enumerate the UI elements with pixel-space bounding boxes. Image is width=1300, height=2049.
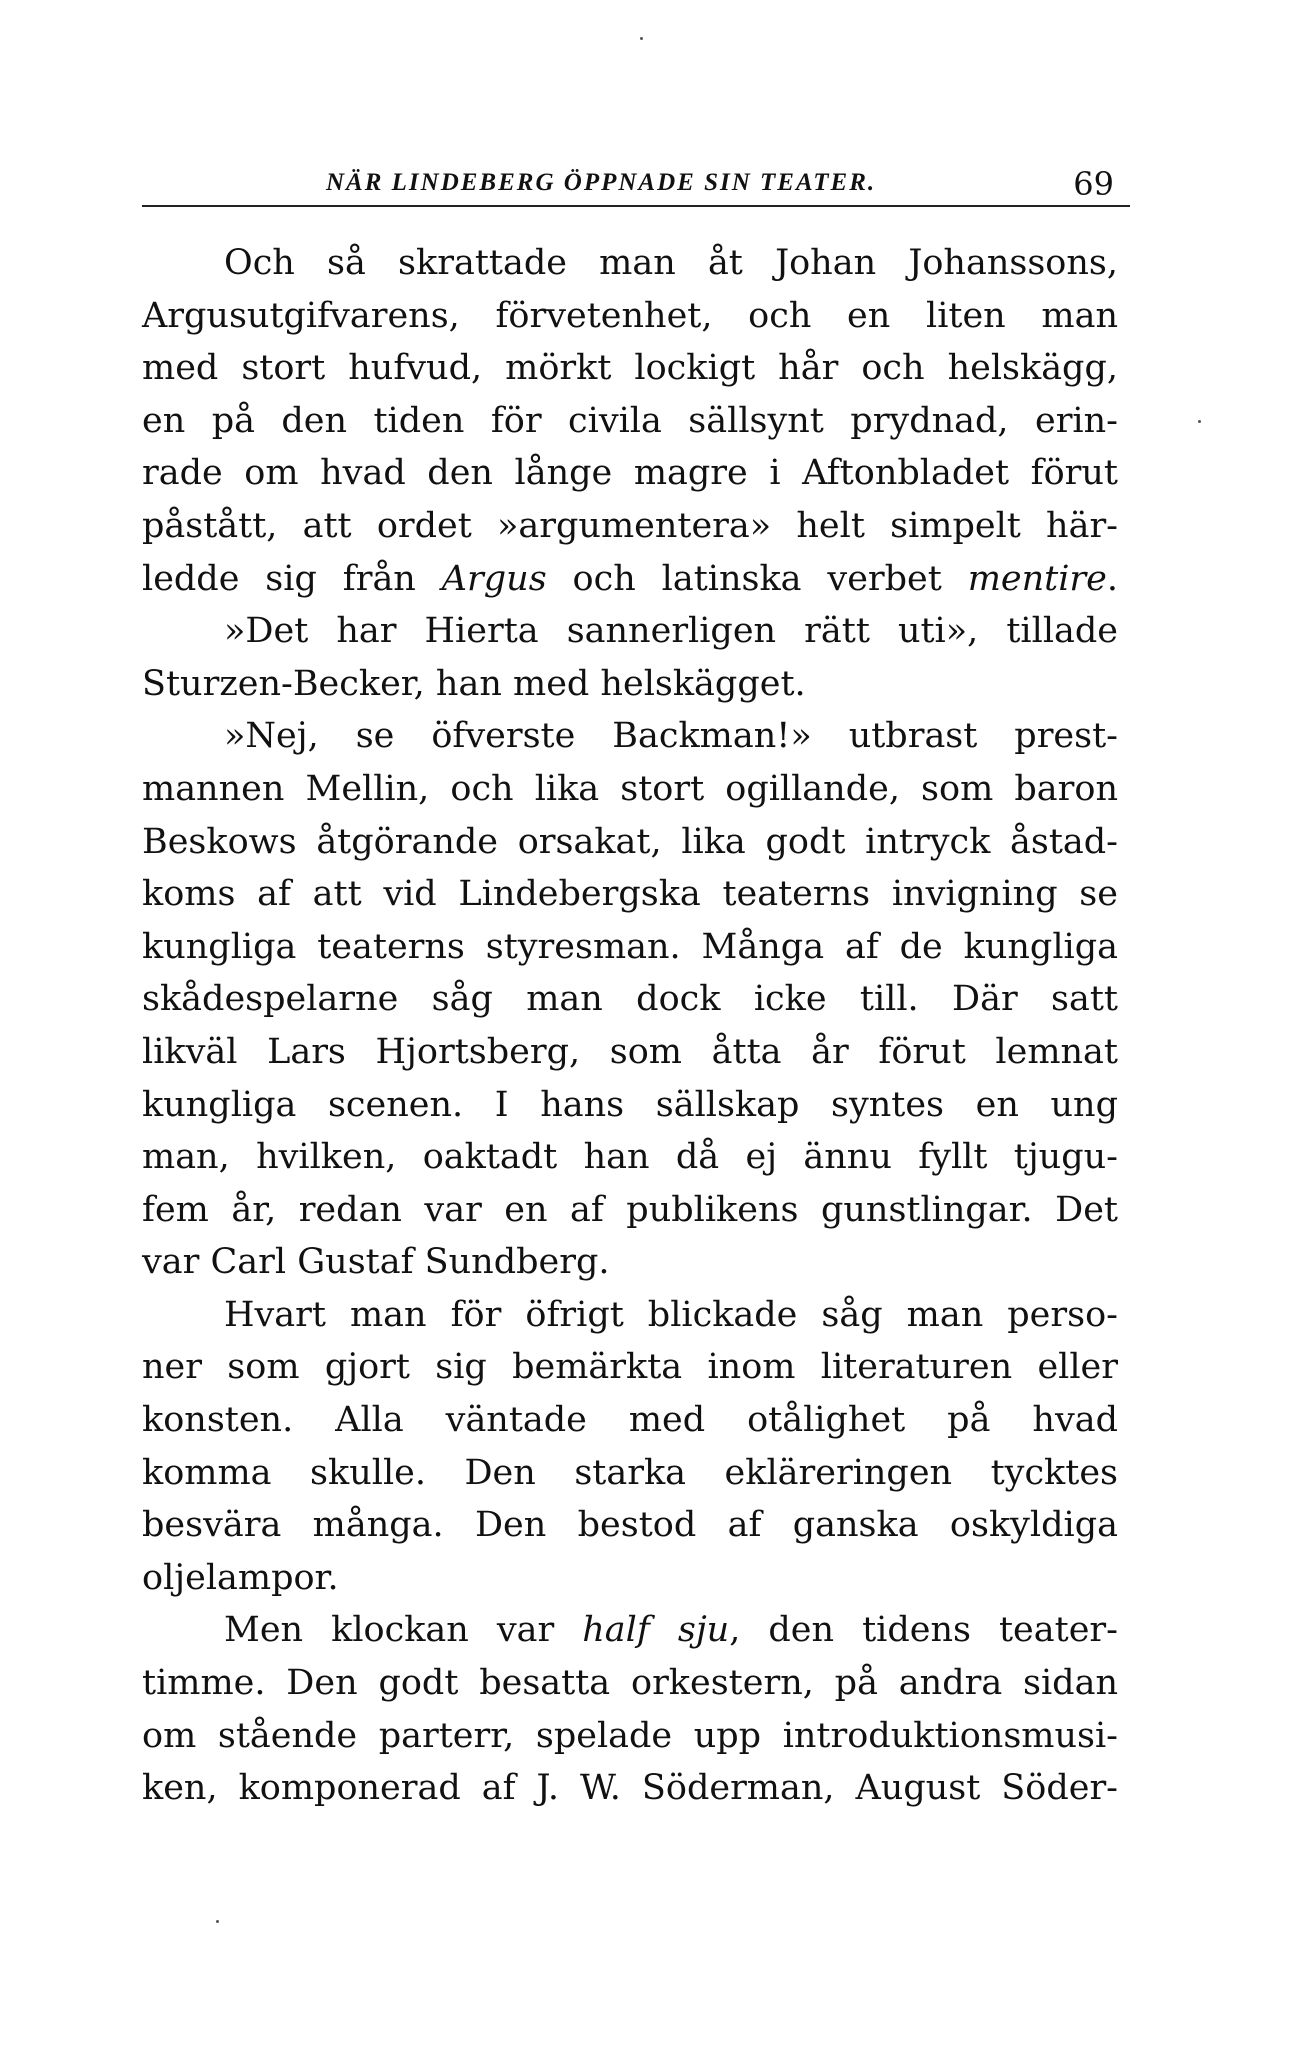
text-line: koms af att vid Lindebergska teaterns invigning se bbox=[142, 874, 1118, 915]
italic-term: half sju bbox=[582, 1610, 730, 1651]
text-line: kungliga teaterns styresman. Många af de kungliga bbox=[142, 926, 1118, 967]
text-line: likväl Lars Hjortsberg, som åtta år förut lemnat bbox=[142, 1031, 1118, 1072]
text-line: med stort hufvud, mörkt lockigt hår och helskägg, bbox=[142, 348, 1118, 389]
text-line: »Nej, se öfverste Backman!» utbrast prest- bbox=[224, 716, 1118, 757]
body-text bbox=[142, 237, 1118, 1815]
text-line: Argusutgifvarens, förvetenhet, och en liten man bbox=[142, 295, 1118, 336]
text-line: timme. Den godt besatta orkestern, på andra sidan bbox=[142, 1663, 1118, 1704]
text-line: »Det har Hierta sannerligen rätt uti», tillade bbox=[224, 611, 1118, 652]
text-line: en på den tiden för civila sällsynt prydnad, erin- bbox=[142, 400, 1118, 441]
header-rule bbox=[142, 205, 1130, 207]
text-line: man, hvilken, oaktadt han då ej ännu fyllt tjugu- bbox=[142, 1137, 1118, 1178]
italic-term: Argus bbox=[441, 558, 547, 599]
running-head bbox=[142, 155, 1130, 205]
paper-speck bbox=[1198, 420, 1201, 423]
text-line: var Carl Gustaf Sundberg. bbox=[142, 1242, 610, 1283]
text-line: Hvart man för öfrigt blickade såg man perso- bbox=[224, 1294, 1118, 1335]
italic-term: mentire bbox=[967, 558, 1107, 599]
text-line: Sturzen-Becker, han med helskägget. bbox=[142, 663, 806, 704]
text-line: kungliga scenen. I hans sällskap syntes en ung bbox=[142, 1084, 1118, 1125]
text-line: fem år, redan var en af publikens gunstlingar. Det bbox=[142, 1189, 1118, 1230]
text-line: ledde sig från Argus och latinska verbet mentire. bbox=[142, 558, 1118, 599]
text-line: påstått, att ordet »argumentera» helt simpelt här- bbox=[142, 505, 1118, 546]
text-line: konsten. Alla väntade med otålighet på hvad bbox=[142, 1400, 1118, 1441]
text-line: oljelampor. bbox=[142, 1557, 339, 1598]
text-line: om stående parterr, spelade upp introduktionsmusi- bbox=[142, 1715, 1118, 1756]
text-line: skådespelarne såg man dock icke till. Där satt bbox=[142, 979, 1118, 1020]
text-line: Men klockan var half sju, den tidens teater- bbox=[224, 1610, 1118, 1651]
paper-speck bbox=[640, 37, 643, 40]
text-line: Och så skrattade man åt Johan Johanssons, bbox=[224, 243, 1118, 283]
text-line: rade om hvad den långe magre i Aftonbladet förut bbox=[142, 453, 1118, 494]
text-line: mannen Mellin, och lika stort ogillande, som baron bbox=[142, 768, 1118, 809]
page-number: 69 bbox=[1073, 165, 1114, 203]
text-line: komma skulle. Den starka ekläreringen tycktes bbox=[142, 1452, 1118, 1493]
text-line: ken, komponerad af J. W. Söderman, August Söder- bbox=[142, 1768, 1118, 1809]
text-line: Beskows åtgörande orsakat, lika godt intryck åstad- bbox=[142, 821, 1118, 862]
running-title: NÄR LINDEBERG ÖPPNADE SIN TEATER. bbox=[326, 169, 877, 196]
text-line: besvära många. Den bestod af ganska oskyldiga bbox=[142, 1505, 1118, 1546]
text-line: ner som gjort sig bemärkta inom literaturen eller bbox=[142, 1347, 1118, 1388]
paper-speck bbox=[216, 1920, 219, 1923]
